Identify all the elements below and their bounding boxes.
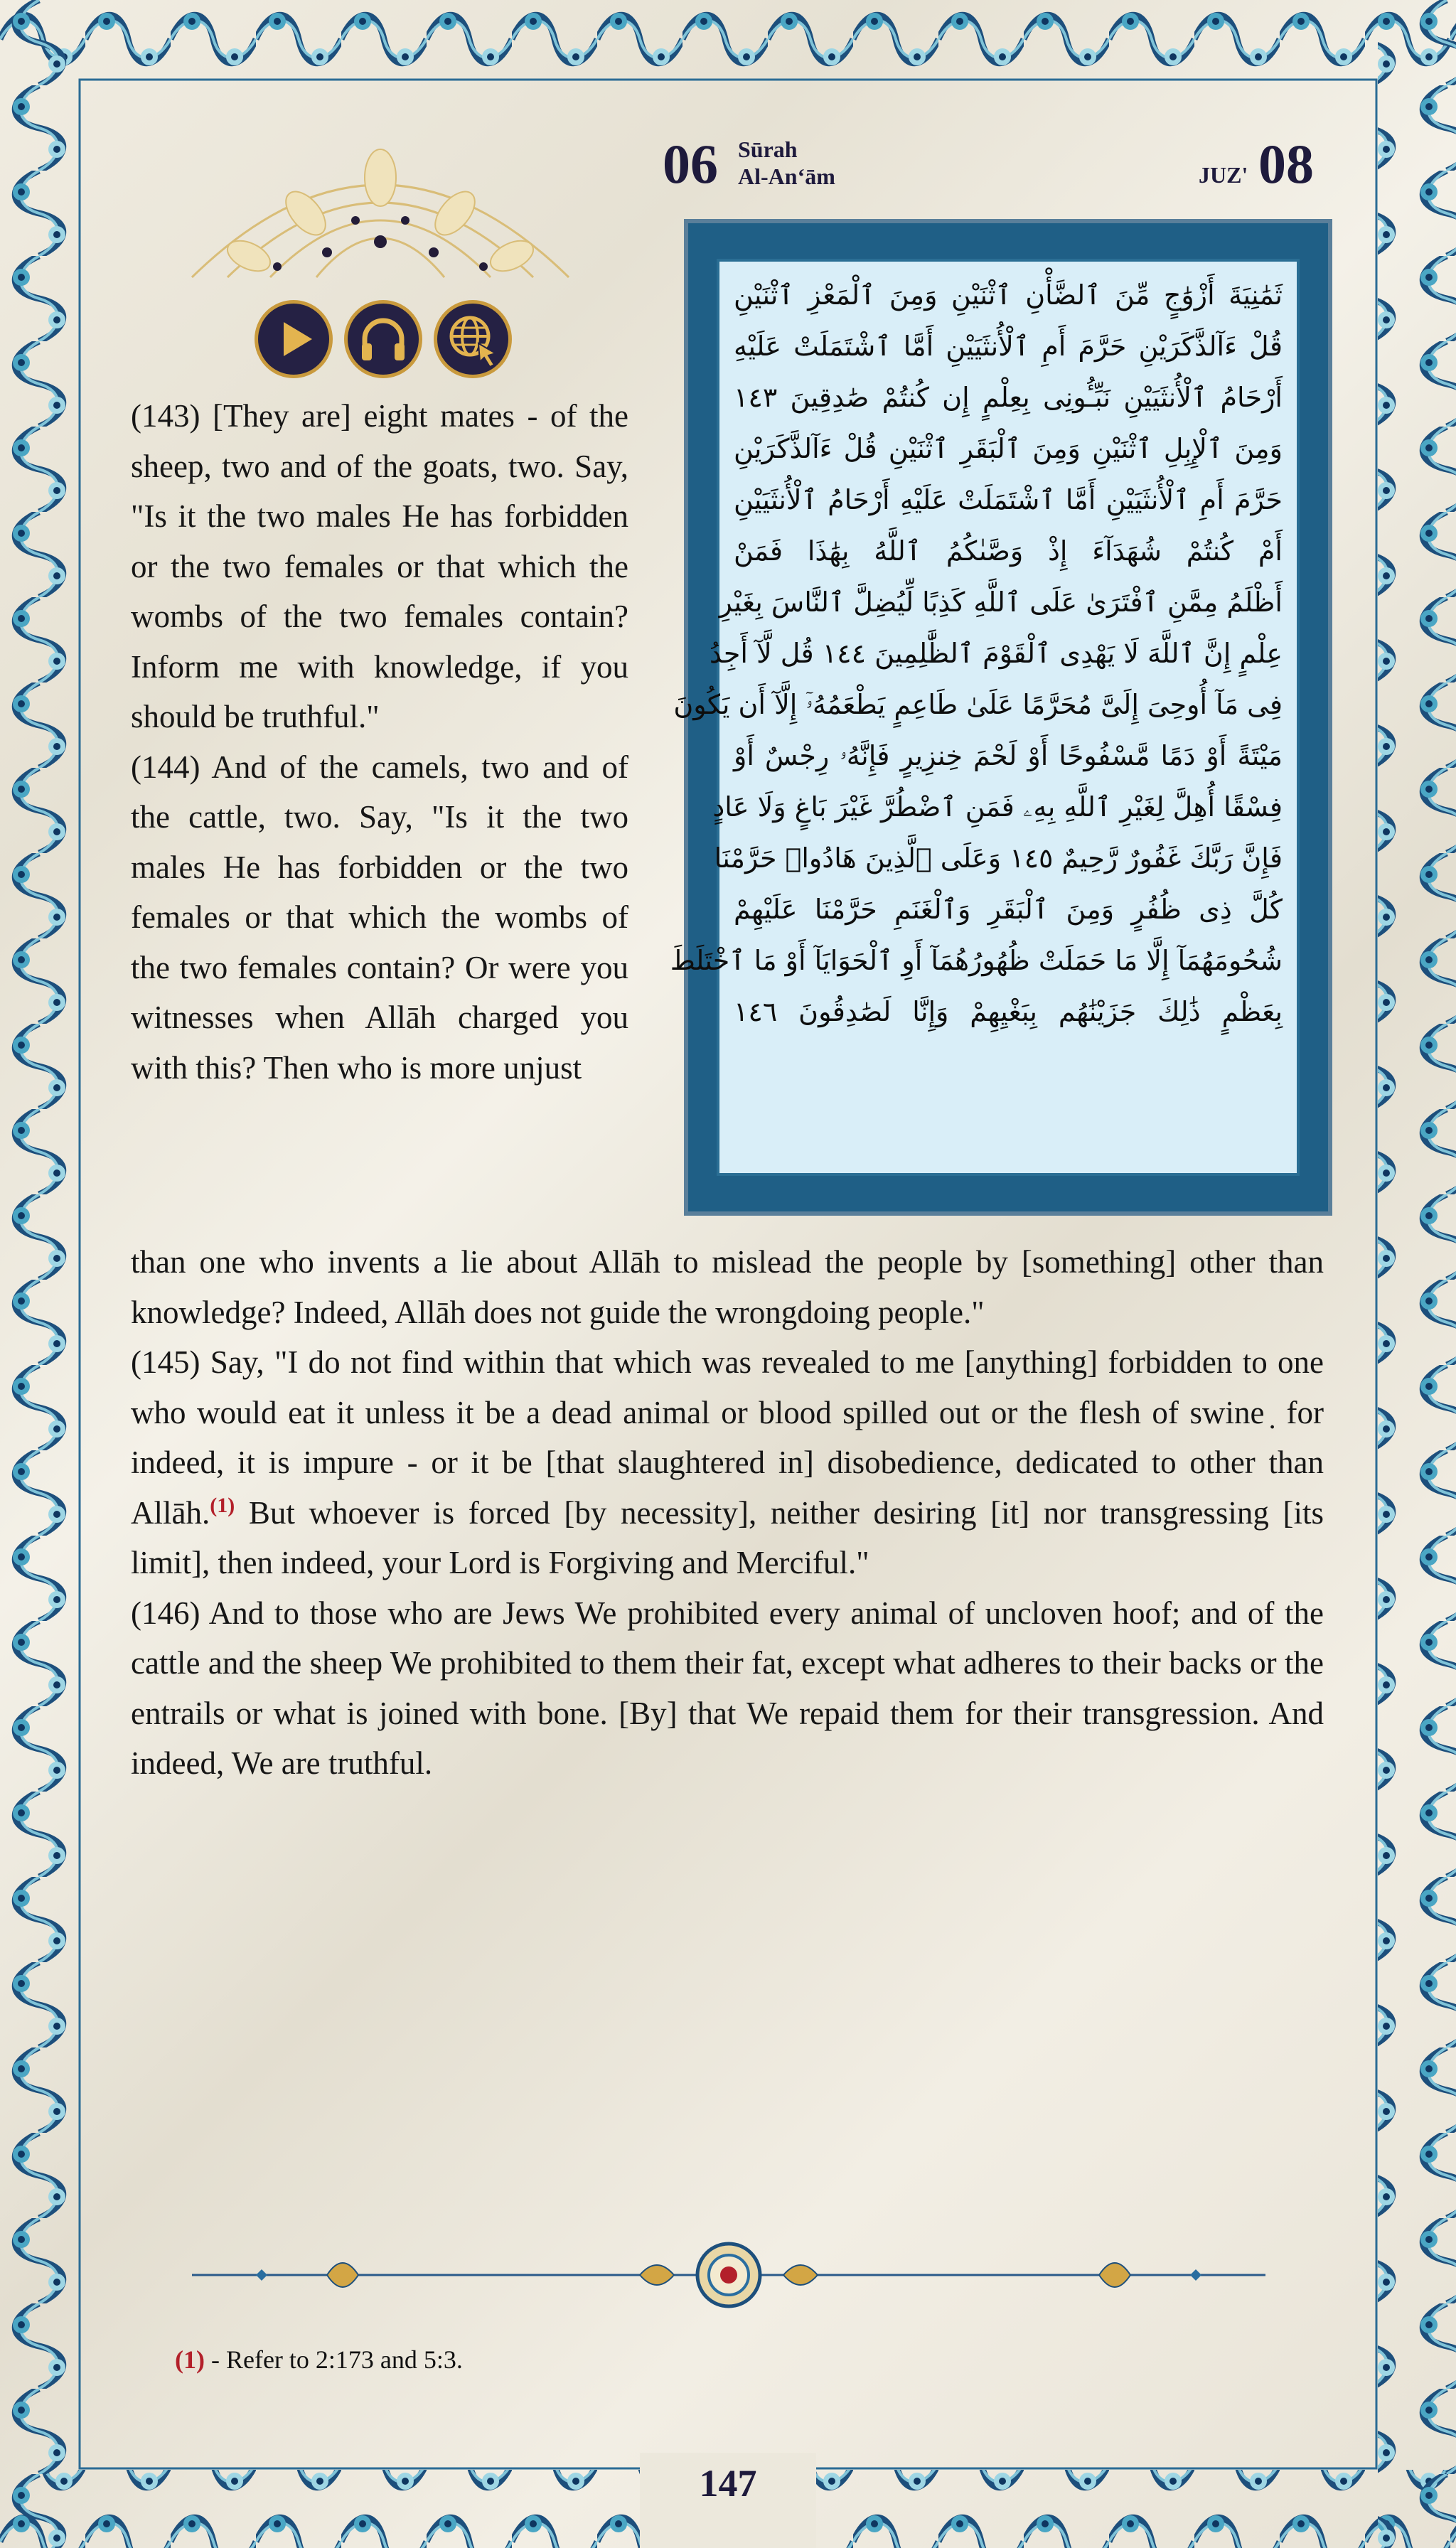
arabic-line: بِعَظْمٍ ذَٰلِكَ جَزَيْنَٰهُم بِبَغْيِهِمْ وَإِنَّا لَصَٰدِقُونَ ١٤٦ (734, 996, 1283, 1027)
footnote-text: - Refer to 2:173 and 5:3. (204, 2345, 463, 2374)
surah-label: Sūrah (738, 136, 798, 162)
arabic-line: أَمْ كُنتُمْ شُهَدَآءَ إِذْ وَصَّىٰكُمُ ٱللَّهُ بِهَٰذَا فَمَنْ (734, 535, 1283, 567)
verse-145-part-a: (145) Say, "I do not find within that which was revealed to me [anything] forbidden to one who would eat it unless it be a dead animal or blood spilled out or the flesh of swine ̣ for indeed, it is impure - or it be [that slaughtered in] disobedience, dedicated to other than Allāh. (131, 1344, 1324, 1531)
full-translation-column (131, 1237, 1324, 1789)
arabic-text-panel (670, 259, 1300, 1176)
page-number: 147 (699, 2462, 757, 2505)
arabic-line: فِسْقًا أُهِلَّ لِغَيْرِ ٱللَّهِ بِهِۦ فَمَنِ ٱضْطُرَّ غَيْرَ بَاغٍ وَلَا عَادٍ (712, 791, 1283, 823)
juz-label: JUZ' (1199, 162, 1248, 188)
juz-number: 08 (1258, 133, 1314, 195)
arabic-line: فَإِنَّ رَبَّكَ غَفُورٌ رَّحِيمٌ ١٤٥ وَعَلَى ٱلَّذِينَ هَادُوا۟ حَرَّمْنَا (714, 842, 1283, 874)
arabic-line: كُلَّ ذِى ظُفُرٍ وَمِنَ ٱلْبَقَرِ وَٱلْغَنَمِ حَرَّمْنَا عَلَيْهِمْ (734, 894, 1283, 925)
verse-144-start: (144) And of the camels, two and of the cattle, two. Say, "Is it the two males He has forbidden or the two females or that which the wombs of the two females contain? Or were you witnesses when Allāh charged you with this? Then who is more unjust (131, 749, 628, 1086)
arabic-line: حَرَّمَ أَمِ ٱلْأُنثَيَيْنِ أَمَّا ٱشْتَمَلَتْ عَلَيْهِ أَرْحَامُ ٱلْأُنثَيَيْنِ (734, 484, 1283, 515)
verse-146: (146) And to those who are Jews We prohibited every animal of uncloven hoof; and of the cattle and the sheep We prohibited to them their fat, except what adheres to their backs or the entrails or what is joined with bone. [By] that We repaid them for their transgression. And indeed, We are truthful. (131, 1595, 1324, 1781)
arabic-line: قُلْ ءَآلذَّكَرَيْنِ حَرَّمَ أَمِ ٱلْأُنثَيَيْنِ أَمَّا ٱشْتَمَلَتْ عَلَيْهِ (734, 331, 1283, 362)
headphones-icon (348, 304, 419, 375)
surah-number: 06 (663, 133, 718, 195)
arabic-line: أَظْلَمُ مِمَّنِ ٱفْتَرَىٰ عَلَى ٱللَّهِ كَذِبًا لِّيُضِلَّ ٱلنَّاسَ بِغَيْرِ (719, 587, 1283, 618)
play-button[interactable] (255, 300, 333, 378)
footnote-divider (185, 2239, 1273, 2311)
verse-144-cont: than one who invents a lie about Allāh to mislead the people by [something] other than knowledge? Indeed, Allāh does not guide the wrongdoing people." (131, 1244, 1324, 1330)
gold-mandala-ornament (185, 135, 576, 284)
play-icon (258, 304, 329, 375)
arabic-line: عِلْمٍ إِنَّ ٱللَّهَ لَا يَهْدِى ٱلْقَوْمَ ٱلظَّٰلِمِينَ ١٤٤ قُل لَّآ أَجِدُ (709, 638, 1283, 669)
verse-143: (143) [They are] eight mates - of the sheep, two and of the goats, two. Say, "Is it the two males He has forbidden or the two females or that which the wombs of the two females contain? Inform me with knowledge, if you should be truthful." (131, 398, 628, 734)
arabic-line: ثَمَٰنِيَةَ أَزْوَٰجٍ مِّنَ ٱلضَّأْنِ ٱثْنَيْنِ وَمِنَ ٱلْمَعْزِ ٱثْنَيْنِ (734, 279, 1283, 311)
arabic-line: وَمِنَ ٱلْإِبِلِ ٱثْنَيْنِ وَمِنَ ٱلْبَقَرِ ٱثْنَيْنِ قُلْ ءَآلذَّكَرَيْنِ (734, 433, 1283, 464)
arabic-line: مَيْتَةً أَوْ دَمًا مَّسْفُوحًا أَوْ لَحْمَ خِنزِيرٍ فَإِنَّهُۥ رِجْسٌ أَوْ (734, 740, 1283, 771)
arabic-line: فِى مَآ أُوحِىَ إِلَىَّ مُحَرَّمًا عَلَىٰ طَاعِمٍ يَطْعَمُهُۥٓ إِلَّآ أَن يَكُونَ (673, 689, 1283, 720)
audio-button[interactable] (344, 300, 422, 378)
footnote (175, 2345, 463, 2375)
arabic-line: أَرْحَامُ ٱلْأُنثَيَيْنِ نَبِّـُٔونِى بِعِلْمٍ إِن كُنتُمْ صَٰدِقِينَ ١٤٣ (734, 382, 1283, 413)
web-button[interactable] (434, 300, 512, 378)
arabic-line: شُحُومَهُمَآ إِلَّا مَا حَمَلَتْ ظُهُورُهُمَآ أَوِ ٱلْحَوَايَآ أَوْ مَا ٱخْتَلَطَ (670, 945, 1283, 976)
surah-name: Al-An‘ām (738, 164, 835, 189)
left-translation-column (131, 391, 628, 1093)
verse-145-part-b: But whoever is forced [by necessity], neither desiring [it] nor transgressing [its limit], then indeed, your Lord is Forgiving and Merciful." (131, 1494, 1324, 1580)
arabic-text-frame (670, 219, 1332, 1216)
verse-145 (131, 1337, 1324, 1588)
globe-cursor-icon (437, 304, 508, 375)
footnote-mark: (1) (175, 2345, 205, 2374)
footnote-reference[interactable]: (1) (210, 1493, 235, 1517)
